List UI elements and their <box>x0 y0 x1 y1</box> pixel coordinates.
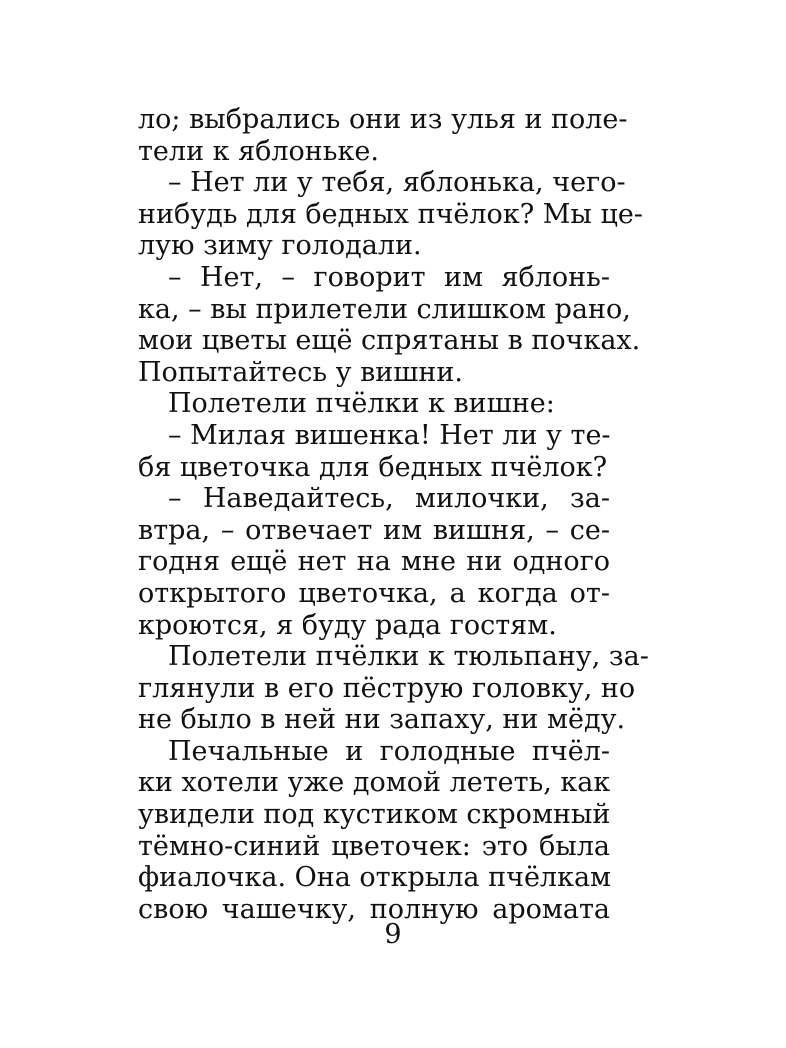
text-line: – Наведайтесь, милочки, за- <box>168 483 610 515</box>
text-line: Попытайтесь у вишни. <box>138 356 463 388</box>
text-line: тели к яблоньке. <box>138 135 379 167</box>
text-line: ло; выбрались они из улья и поле- <box>138 104 628 135</box>
text-line: мои цветы ещё спрятаны в почках. <box>138 325 641 357</box>
page-number: 9 <box>384 919 402 950</box>
text-line: бя цветочка для бедных пчёлок? <box>138 451 608 483</box>
text-line: – Нет ли у тебя, яблонька, чего- <box>168 167 626 199</box>
text-line: тёмно-синий цветочек: это была <box>138 830 610 862</box>
text-line: не было в ней ни запаху, ни мёду. <box>138 704 626 736</box>
text-line: – Нет, – говорит им яблонь- <box>168 261 610 293</box>
text-line: годня ещё нет на мне ни одного <box>138 546 610 578</box>
text-line: открытого цветочка, а когда от- <box>138 577 610 609</box>
text-line: лую зиму голодали. <box>138 230 422 262</box>
text-line: свою чашечку, полную аромата <box>138 893 610 925</box>
text-line: втра, – отвечает им вишня, – се- <box>138 514 610 546</box>
body-text <box>138 104 649 925</box>
text-line: ки хотели уже домой лететь, как <box>138 767 611 799</box>
text-line: нибудь для бедных пчёлок? Мы це- <box>138 198 643 230</box>
text-line: Полетели пчёлки к тюльпану, за- <box>168 641 649 673</box>
text-line: увидели под кустиком скромный <box>138 799 611 831</box>
text-line: ка, – вы прилетели слишком рано, <box>138 293 631 325</box>
text-line: Печальные и голодные пчёл- <box>168 735 610 767</box>
text-line: кроются, я буду рада гостям. <box>138 609 557 641</box>
text-line: – Милая вишенка! Нет ли у те- <box>168 419 611 451</box>
text-line: глянули в его пёструю головку, но <box>138 672 636 704</box>
text-line: фиалочка. Она открыла пчёлкам <box>138 862 612 894</box>
text-line: Полетели пчёлки к вишне: <box>168 388 555 420</box>
